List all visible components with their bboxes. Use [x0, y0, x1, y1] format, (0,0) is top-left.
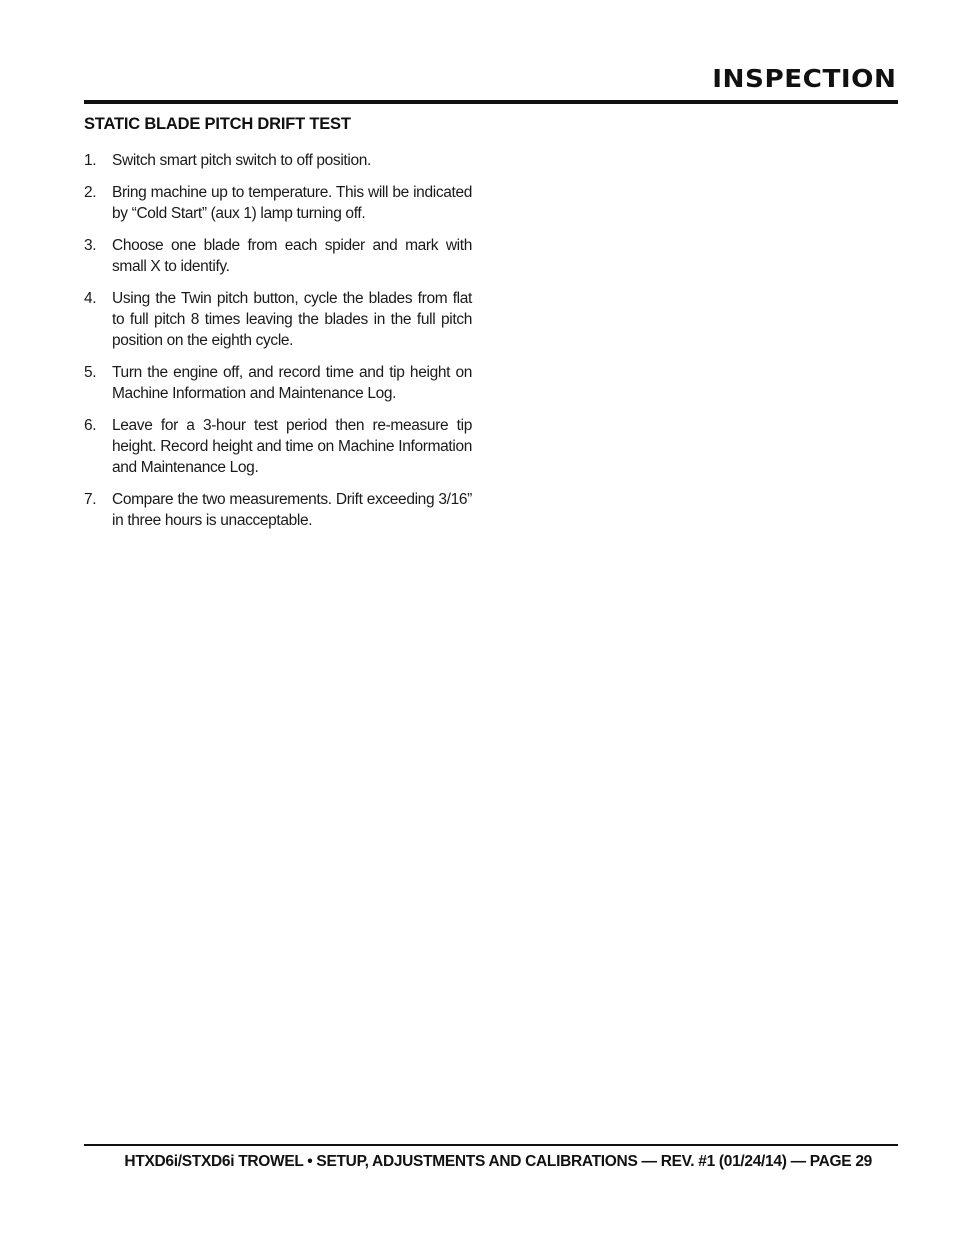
procedure-steps — [84, 150, 472, 542]
step-text: Compare the two measurements. Drift exceeding 3/16” in three hours is unacceptable. — [112, 491, 472, 529]
step-number: 2. — [84, 184, 97, 201]
step-number: 4. — [84, 290, 97, 307]
page-footer: HTXD6i/STXD6i TROWEL • SETUP, ADJUSTMENTS AND CALIBRATIONS — REV. #1 (01/24/14) — PAGE 29 — [124, 1153, 872, 1170]
section-heading: STATIC BLADE PITCH DRIFT TEST — [84, 115, 351, 133]
step-number: 6. — [84, 417, 97, 434]
page-title: INSPECTION — [712, 64, 897, 93]
step-number: 3. — [84, 237, 97, 254]
step-item — [84, 362, 472, 404]
step-item — [84, 182, 472, 224]
step-text: Using the Twin pitch button, cycle the blades from flat to full pitch 8 times leaving the blades in the full pitch position on the eighth cycle. — [112, 290, 472, 349]
step-number: 7. — [84, 491, 97, 508]
step-item — [84, 235, 472, 277]
step-item — [84, 489, 472, 531]
step-text: Switch smart pitch switch to off position. — [112, 152, 371, 169]
step-text: Leave for a 3-hour test period then re-measure tip height. Record height and time on Machine Information and Maintenance Log. — [112, 417, 472, 476]
step-item — [84, 150, 472, 171]
step-text: Turn the engine off, and record time and tip height on Machine Information and Maintenance Log. — [112, 364, 472, 402]
footer-divider — [84, 1144, 898, 1146]
step-text: Bring machine up to temperature. This will be indicated by “Cold Start” (aux 1) lamp turning off. — [112, 184, 472, 222]
step-text: Choose one blade from each spider and mark with small X to identify. — [112, 237, 472, 275]
step-number: 5. — [84, 364, 97, 381]
step-item — [84, 288, 472, 351]
step-number: 1. — [84, 152, 97, 169]
title-divider — [84, 100, 898, 104]
step-item — [84, 415, 472, 478]
